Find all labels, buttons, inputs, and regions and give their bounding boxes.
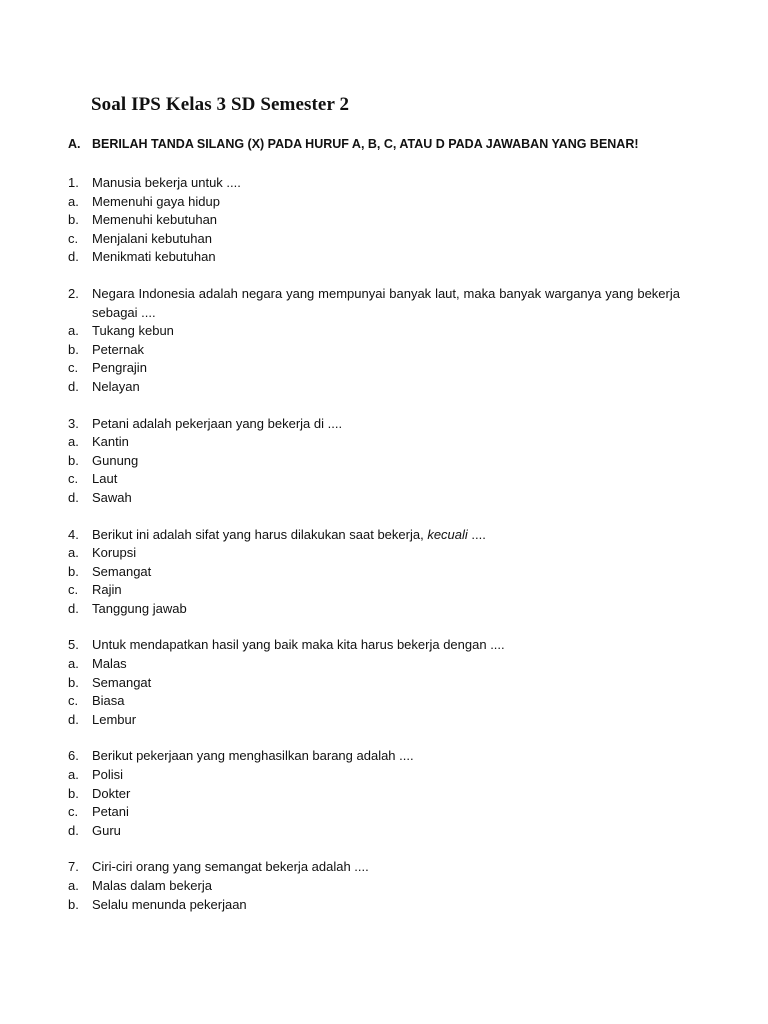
option-letter: a. [68,545,79,561]
option-a [68,655,680,674]
option-b [68,785,680,804]
option-text: Dokter [92,785,131,801]
option-letter: b. [68,563,79,579]
option-c [68,803,680,822]
option-b [68,896,680,915]
option-text: Gunung [92,452,139,468]
question-number: 2. [68,285,79,301]
option-text: Malas [92,656,127,672]
option-text: Petani [92,804,129,820]
question-3 [68,415,680,508]
option-a [68,322,680,341]
option-letter: d. [68,249,79,265]
option-b [68,674,680,693]
option-d [68,248,680,267]
option-letter: c. [68,471,79,487]
option-letter: d. [68,378,79,394]
question-text: Ciri-ciri orang yang semangat bekerja adalah .... [92,859,369,875]
instruction-label: A. [68,137,81,151]
option-b [68,563,680,582]
option-d [68,378,680,397]
question-text: Manusia bekerja untuk .... [92,175,241,190]
question-1 [68,174,680,267]
option-d [68,600,680,619]
option-text: Malas dalam bekerja [92,878,212,893]
instruction-text: BERILAH TANDA SILANG (X) PADA HURUF A, B, C, ATAU D PADA JAWABAN YANG BENAR! [92,137,639,151]
question-number: 3. [68,415,79,431]
option-letter: d. [68,600,79,616]
option-text: Pengrajin [92,360,147,376]
option-text: Biasa [92,693,125,709]
question-7 [68,858,680,914]
option-text: Selalu menunda pekerjaan [92,896,247,912]
option-letter: c. [68,693,79,709]
option-text: Rajin [92,582,122,598]
option-c [68,581,680,600]
question-5 [68,636,680,729]
question-6 [68,747,680,840]
option-letter: d. [68,711,79,727]
option-letter: a. [68,193,79,209]
option-text: Memenuhi kebutuhan [92,212,218,228]
option-d [68,711,680,730]
option-text: Sawah [92,489,132,505]
option-text: Nelayan [92,378,140,394]
option-text: Memenuhi gaya hidup [92,193,220,209]
option-text: Peternak [92,341,145,357]
option-text: Lembur [92,711,137,727]
option-letter: a. [68,878,79,893]
instruction [68,137,708,151]
option-c [68,470,680,489]
option-c [68,359,680,378]
option-a [68,766,680,785]
question-4 [68,526,680,619]
option-text: Menjalani kebutuhan [92,230,212,246]
question-text: Petani adalah pekerjaan yang bekerja di .... [92,415,343,431]
question-number: 5. [68,637,79,653]
option-letter: c. [68,230,79,246]
option-letter: d. [68,489,79,505]
option-letter: b. [68,452,79,468]
option-c [68,230,680,249]
option-text: Guru [92,822,121,838]
option-a [68,433,680,452]
question-text: Untuk mendapatkan hasil yang baik maka kita harus bekerja dengan .... [92,637,505,653]
option-text: Semangat [92,563,152,579]
option-letter: a. [68,434,79,450]
option-text: Tanggung jawab [92,600,187,616]
option-a [68,193,680,212]
question-number: 1. [68,175,79,190]
option-d [68,489,680,508]
option-letter: b. [68,341,79,357]
question-text: Negara Indonesia adalah negara yang mempunyai banyak laut, maka banyak warganya yang bekerja sebagai .... [92,285,680,320]
option-text: Tukang kebun [92,323,174,339]
option-a [68,544,680,563]
option-letter: b. [68,896,79,912]
option-letter: a. [68,767,79,783]
option-text: Kantin [92,434,129,450]
option-b [68,341,680,360]
option-letter: d. [68,822,79,838]
question-2 [68,285,680,397]
question-number: 6. [68,748,79,764]
option-letter: b. [68,674,79,690]
option-letter: c. [68,582,79,598]
question-text-emphasis: kecuali [427,526,468,542]
question-list [68,174,680,932]
option-letter: a. [68,323,79,339]
option-text: Korupsi [92,545,137,561]
option-b [68,452,680,471]
question-text-main: Berikut ini adalah sifat yang harus dilakukan saat bekerja, [92,526,428,542]
option-text: Semangat [92,674,152,690]
option-b [68,211,680,230]
option-text: Menikmati kebutuhan [92,249,216,265]
page-title: Soal IPS Kelas 3 SD Semester 2 [91,94,350,115]
question-number: 7. [68,859,79,875]
question-number: 4. [68,526,79,542]
option-c [68,692,680,711]
question-text: Berikut pekerjaan yang menghasilkan barang adalah .... [92,748,414,764]
question-text [92,526,680,545]
option-letter: b. [68,785,79,801]
option-a [68,877,680,896]
option-letter: b. [68,212,79,228]
option-text: Polisi [92,767,124,783]
option-letter: c. [68,360,79,376]
option-d [68,822,680,841]
option-letter: a. [68,656,79,672]
option-text: Laut [92,471,118,487]
question-text-end: .... [467,526,486,542]
option-letter: c. [68,804,79,820]
